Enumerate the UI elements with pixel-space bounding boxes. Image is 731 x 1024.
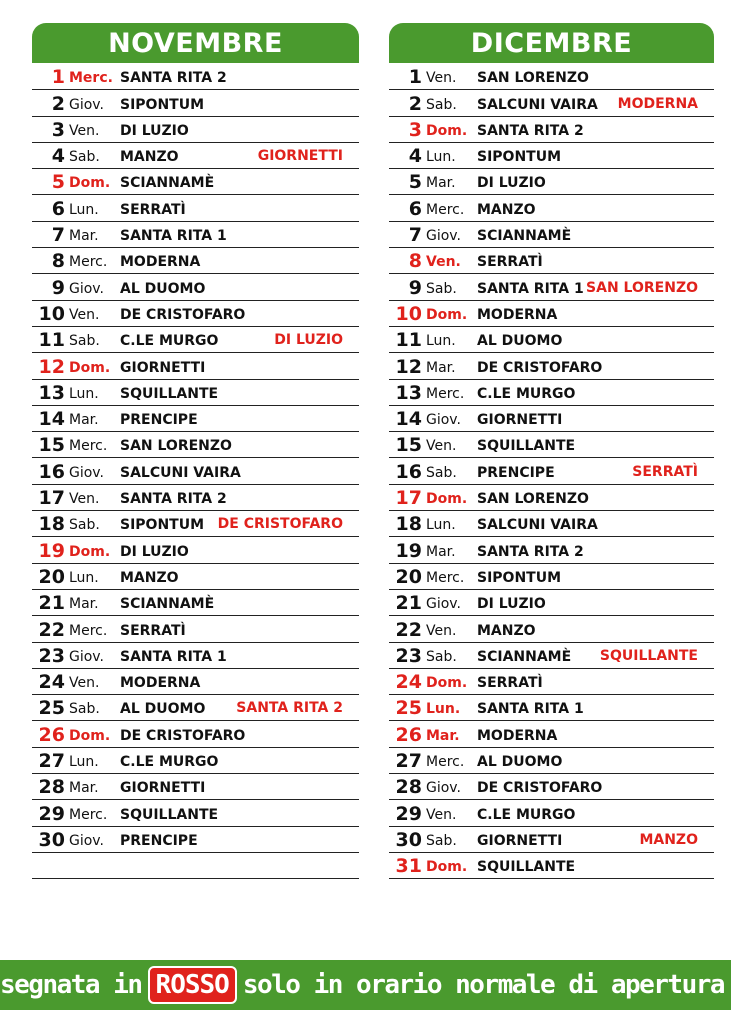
- day-number: 5: [51, 171, 65, 194]
- footer-highlight-badge: ROSSO: [148, 966, 237, 1004]
- day-number: 12: [395, 355, 422, 378]
- day-row: [389, 590, 714, 616]
- day-row: [32, 143, 359, 169]
- weekday-label: Ven.: [426, 254, 461, 271]
- day-row: [389, 380, 714, 406]
- pharmacy-name: DE CRISTOFARO: [477, 780, 603, 797]
- weekday-label: Sab.: [69, 517, 100, 534]
- weekday-label: Sab.: [426, 464, 457, 481]
- day-number: 18: [38, 513, 65, 536]
- pharmacy-name: SAN LORENZO: [477, 70, 589, 87]
- pharmacy-name: SCIANNAMÈ: [120, 596, 215, 613]
- day-number: 1: [408, 66, 422, 89]
- day-number: 7: [408, 224, 422, 247]
- day-number: 9: [51, 276, 65, 299]
- pharmacy-name: PRENCIPE: [120, 832, 198, 849]
- day-number: 28: [38, 776, 65, 799]
- day-row: [32, 827, 359, 853]
- alt-pharmacy-name: DI LUZIO: [274, 332, 343, 349]
- weekday-label: Merc.: [69, 254, 108, 271]
- weekday-label: Ven.: [426, 438, 457, 455]
- day-number: 30: [38, 828, 65, 851]
- weekday-label: Dom.: [69, 359, 111, 376]
- pharmacy-name: DI LUZIO: [120, 543, 189, 560]
- day-row: [32, 432, 359, 458]
- day-number: 10: [395, 302, 422, 325]
- pharmacy-name: DE CRISTOFARO: [120, 727, 246, 744]
- pharmacy-name: SANTA RITA 2: [120, 491, 227, 508]
- pharmacy-name: MODERNA: [477, 727, 558, 744]
- weekday-label: Mar.: [69, 596, 99, 613]
- pharmacy-name: MODERNA: [120, 254, 201, 271]
- day-row: [32, 695, 359, 721]
- day-row: [389, 90, 714, 116]
- day-number: 11: [395, 329, 422, 352]
- day-row: [32, 748, 359, 774]
- pharmacy-name: SQUILLANTE: [477, 859, 576, 876]
- day-number: 13: [38, 381, 65, 404]
- day-number: 22: [395, 618, 422, 641]
- day-number: 23: [38, 644, 65, 667]
- day-row: [389, 827, 714, 853]
- day-row: [32, 774, 359, 800]
- weekday-label: Merc.: [69, 438, 108, 455]
- day-number: 10: [38, 302, 65, 325]
- pharmacy-name: MODERNA: [120, 675, 201, 692]
- weekday-label: Merc.: [69, 622, 108, 639]
- pharmacy-name: SALCUNI VAIRA: [477, 517, 598, 534]
- alt-pharmacy-name: MODERNA: [617, 95, 698, 112]
- day-row: [32, 195, 359, 221]
- day-number: 6: [51, 197, 65, 220]
- weekday-label: Giov.: [69, 464, 104, 481]
- weekday-label: Merc.: [426, 385, 465, 402]
- pharmacy-name: SIPONTUM: [477, 569, 562, 586]
- weekday-label: Sab.: [426, 96, 457, 113]
- day-number: 4: [408, 145, 422, 168]
- day-number: 28: [395, 776, 422, 799]
- day-number: 21: [395, 592, 422, 615]
- day-row: [389, 222, 714, 248]
- day-number: 30: [395, 828, 422, 851]
- pharmacy-name: SQUILLANTE: [120, 806, 219, 823]
- day-row: [32, 274, 359, 300]
- weekday-label: Giov.: [426, 780, 461, 797]
- alt-pharmacy-name: SANTA RITA 2: [236, 700, 343, 717]
- weekday-label: Dom.: [426, 122, 468, 139]
- day-number: 14: [38, 408, 65, 431]
- day-row: [32, 537, 359, 563]
- day-row: [389, 353, 714, 379]
- day-row: [32, 380, 359, 406]
- day-row: [389, 853, 714, 879]
- weekday-label: Dom.: [426, 491, 468, 508]
- day-row: [32, 853, 359, 879]
- pharmacy-name: SCIANNAMÈ: [477, 648, 572, 665]
- day-number: 15: [395, 434, 422, 457]
- pharmacy-name: MANZO: [477, 201, 536, 218]
- pharmacy-name: DI LUZIO: [477, 596, 546, 613]
- day-number: 17: [395, 487, 422, 510]
- day-row: [32, 169, 359, 195]
- alt-pharmacy-name: SQUILLANTE: [599, 647, 698, 664]
- day-row: [389, 564, 714, 590]
- day-row: [389, 458, 714, 484]
- day-row: [32, 458, 359, 484]
- day-number: 6: [408, 197, 422, 220]
- weekday-label: Sab.: [426, 280, 457, 297]
- weekday-label: Lun.: [426, 149, 456, 166]
- weekday-label: Ven.: [69, 306, 100, 323]
- day-row: [389, 695, 714, 721]
- weekday-label: Sab.: [426, 832, 457, 849]
- weekday-label: Dom.: [426, 306, 468, 323]
- weekday-label: Giov.: [69, 832, 104, 849]
- weekday-label: Giov.: [426, 596, 461, 613]
- day-row: [32, 117, 359, 143]
- weekday-label: Mar.: [69, 780, 99, 797]
- day-row: [389, 195, 714, 221]
- weekday-label: Ven.: [69, 675, 100, 692]
- weekday-label: Sab.: [69, 149, 100, 166]
- weekday-label: Mar.: [426, 543, 456, 560]
- day-row: [389, 274, 714, 300]
- day-row: [389, 643, 714, 669]
- pharmacy-name: SIPONTUM: [120, 96, 205, 113]
- day-row: [32, 248, 359, 274]
- day-number: 15: [38, 434, 65, 457]
- weekday-label: Mar.: [69, 412, 99, 429]
- day-row: [32, 721, 359, 747]
- day-number: 23: [395, 644, 422, 667]
- day-number: 20: [395, 565, 422, 588]
- day-number: 20: [38, 565, 65, 588]
- pharmacy-name: SERRATÌ: [477, 254, 543, 271]
- day-row: [389, 143, 714, 169]
- day-row: [389, 669, 714, 695]
- day-number: 18: [395, 513, 422, 536]
- weekday-label: Merc.: [69, 70, 113, 87]
- day-row: [389, 432, 714, 458]
- pharmacy-name: SANTA RITA 1: [477, 280, 584, 297]
- weekday-label: Merc.: [426, 754, 465, 771]
- day-number: 8: [51, 250, 65, 273]
- pharmacy-name: AL DUOMO: [120, 701, 206, 718]
- day-number: 24: [38, 671, 65, 694]
- day-number: 24: [395, 671, 422, 694]
- pharmacy-name: SALCUNI VAIRA: [120, 464, 241, 481]
- weekday-label: Ven.: [426, 70, 457, 87]
- pharmacy-name: MANZO: [120, 569, 179, 586]
- day-number: 27: [395, 750, 422, 773]
- pharmacy-name: SCIANNAMÈ: [120, 175, 215, 192]
- day-row: [32, 590, 359, 616]
- day-row: [389, 169, 714, 195]
- pharmacy-name: SANTA RITA 1: [120, 648, 227, 665]
- day-number: 14: [395, 408, 422, 431]
- day-number: 29: [395, 802, 422, 825]
- day-number: 21: [38, 592, 65, 615]
- weekday-label: Ven.: [426, 622, 457, 639]
- day-row: [389, 616, 714, 642]
- weekday-label: Ven.: [69, 491, 100, 508]
- weekday-label: Dom.: [69, 543, 111, 560]
- day-number: 19: [38, 539, 65, 562]
- pharmacy-name: GIORNETTI: [477, 412, 563, 429]
- pharmacy-name: PRENCIPE: [120, 412, 198, 429]
- day-row: [32, 511, 359, 537]
- pharmacy-name: C.LE MURGO: [120, 754, 219, 771]
- month-header: DICEMBRE: [389, 23, 714, 63]
- day-row: [389, 721, 714, 747]
- pharmacy-name: SAN LORENZO: [477, 491, 589, 508]
- weekday-label: Lun.: [426, 701, 461, 718]
- pharmacy-name: SANTA RITA 2: [120, 70, 227, 87]
- weekday-label: Dom.: [69, 727, 111, 744]
- pharmacy-name: MANZO: [477, 622, 536, 639]
- weekday-label: Mar.: [426, 175, 456, 192]
- day-number: 17: [38, 487, 65, 510]
- weekday-label: Ven.: [69, 122, 100, 139]
- day-number: 29: [38, 802, 65, 825]
- weekday-label: Merc.: [69, 806, 108, 823]
- day-number: 12: [38, 355, 65, 378]
- footer-text-before: segnata in: [0, 970, 142, 1000]
- footer-banner: [0, 960, 731, 1010]
- day-row: [389, 748, 714, 774]
- day-number: 26: [395, 723, 422, 746]
- day-row: [389, 537, 714, 563]
- day-row: [32, 800, 359, 826]
- pharmacy-name: SCIANNAMÈ: [477, 228, 572, 245]
- alt-pharmacy-name: GIORNETTI: [257, 148, 343, 165]
- pharmacy-name: SERRATÌ: [120, 201, 186, 218]
- weekday-label: Lun.: [69, 201, 99, 218]
- weekday-label: Ven.: [426, 806, 457, 823]
- pharmacy-name: SERRATÌ: [120, 622, 186, 639]
- alt-pharmacy-name: DE CRISTOFARO: [217, 516, 343, 533]
- pharmacy-name: AL DUOMO: [477, 754, 563, 771]
- weekday-label: Lun.: [426, 333, 456, 350]
- weekday-label: Giov.: [426, 412, 461, 429]
- pharmacy-name: GIORNETTI: [477, 832, 563, 849]
- day-number: 25: [38, 697, 65, 720]
- day-row: [32, 406, 359, 432]
- weekday-label: Dom.: [69, 175, 111, 192]
- day-row: [32, 616, 359, 642]
- footer-text-after: solo in orario normale di apertura: [242, 970, 725, 1000]
- day-row: [389, 406, 714, 432]
- weekday-label: Lun.: [426, 517, 456, 534]
- day-number: 1: [51, 66, 65, 89]
- day-row: [32, 353, 359, 379]
- alt-pharmacy-name: SAN LORENZO: [586, 279, 698, 296]
- weekday-label: Mar.: [69, 228, 99, 245]
- day-number: 2: [51, 92, 65, 115]
- pharmacy-name: MODERNA: [477, 306, 558, 323]
- weekday-label: Giov.: [69, 648, 104, 665]
- pharmacy-name: C.LE MURGO: [120, 333, 219, 350]
- pharmacy-name: DE CRISTOFARO: [477, 359, 603, 376]
- pharmacy-name: C.LE MURGO: [477, 385, 576, 402]
- alt-pharmacy-name: SERRATÌ: [632, 463, 698, 480]
- day-number: 7: [51, 224, 65, 247]
- weekday-label: Sab.: [426, 648, 457, 665]
- day-row: [32, 64, 359, 90]
- day-number: 13: [395, 381, 422, 404]
- weekday-label: Mar.: [426, 727, 460, 744]
- day-number: 2: [408, 92, 422, 115]
- weekday-label: Dom.: [426, 675, 468, 692]
- pharmacy-name: C.LE MURGO: [477, 806, 576, 823]
- day-number: 19: [395, 539, 422, 562]
- weekday-label: Giov.: [426, 228, 461, 245]
- weekday-label: Lun.: [69, 385, 99, 402]
- day-number: 3: [408, 118, 422, 141]
- pharmacy-name: GIORNETTI: [120, 359, 206, 376]
- pharmacy-name: SALCUNI VAIRA: [477, 96, 598, 113]
- day-row: [389, 800, 714, 826]
- day-number: 26: [38, 723, 65, 746]
- day-row: [32, 327, 359, 353]
- weekday-label: Giov.: [69, 280, 104, 297]
- day-number: 9: [408, 276, 422, 299]
- day-number: 5: [408, 171, 422, 194]
- pharmacy-name: SANTA RITA 2: [477, 122, 584, 139]
- pharmacy-name: MANZO: [120, 149, 179, 166]
- day-number: 31: [395, 855, 422, 878]
- weekday-label: Sab.: [69, 333, 100, 350]
- weekday-label: Merc.: [426, 569, 465, 586]
- day-list: [389, 64, 714, 879]
- pharmacy-name: SERRATÌ: [477, 675, 543, 692]
- day-row: [32, 222, 359, 248]
- day-row: [389, 64, 714, 90]
- day-row: [389, 117, 714, 143]
- day-row: [32, 669, 359, 695]
- weekday-label: Merc.: [426, 201, 465, 218]
- pharmacy-name: SANTA RITA 1: [477, 701, 584, 718]
- day-row: [32, 564, 359, 590]
- pharmacy-name: AL DUOMO: [477, 333, 563, 350]
- day-row: [389, 485, 714, 511]
- pharmacy-name: DE CRISTOFARO: [120, 306, 246, 323]
- day-list: [32, 64, 359, 879]
- day-row: [32, 643, 359, 669]
- day-number: 4: [51, 145, 65, 168]
- pharmacy-name: AL DUOMO: [120, 280, 206, 297]
- weekday-label: Lun.: [69, 569, 99, 586]
- pharmacy-name: PRENCIPE: [477, 464, 555, 481]
- day-number: 27: [38, 750, 65, 773]
- month-column-dicembre: [389, 23, 714, 879]
- day-row: [389, 301, 714, 327]
- pharmacy-name: SAN LORENZO: [120, 438, 232, 455]
- day-row: [389, 511, 714, 537]
- pharmacy-name: SQUILLANTE: [120, 385, 219, 402]
- day-number: 11: [38, 329, 65, 352]
- weekday-label: Giov.: [69, 96, 104, 113]
- day-row: [32, 301, 359, 327]
- pharmacy-name: SANTA RITA 1: [120, 228, 227, 245]
- day-number: 22: [38, 618, 65, 641]
- pharmacy-name: SIPONTUM: [120, 517, 205, 534]
- day-number: 3: [51, 118, 65, 141]
- weekday-label: Mar.: [426, 359, 456, 376]
- day-number: 16: [395, 460, 422, 483]
- day-number: 25: [395, 697, 422, 720]
- day-row: [389, 774, 714, 800]
- day-number: 16: [38, 460, 65, 483]
- pharmacy-name: DI LUZIO: [120, 122, 189, 139]
- weekday-label: Dom.: [426, 859, 468, 876]
- day-row: [389, 248, 714, 274]
- month-column-novembre: [32, 23, 359, 879]
- weekday-label: Lun.: [69, 754, 99, 771]
- alt-pharmacy-name: MANZO: [639, 831, 698, 848]
- day-row: [32, 485, 359, 511]
- pharmacy-name: DI LUZIO: [477, 175, 546, 192]
- pharmacy-name: SIPONTUM: [477, 149, 562, 166]
- day-row: [389, 327, 714, 353]
- pharmacy-name: GIORNETTI: [120, 780, 206, 797]
- weekday-label: Sab.: [69, 701, 100, 718]
- day-row: [32, 90, 359, 116]
- month-header: NOVEMBRE: [32, 23, 359, 63]
- pharmacy-name: SQUILLANTE: [477, 438, 576, 455]
- day-number: 8: [408, 250, 422, 273]
- pharmacy-name: SANTA RITA 2: [477, 543, 584, 560]
